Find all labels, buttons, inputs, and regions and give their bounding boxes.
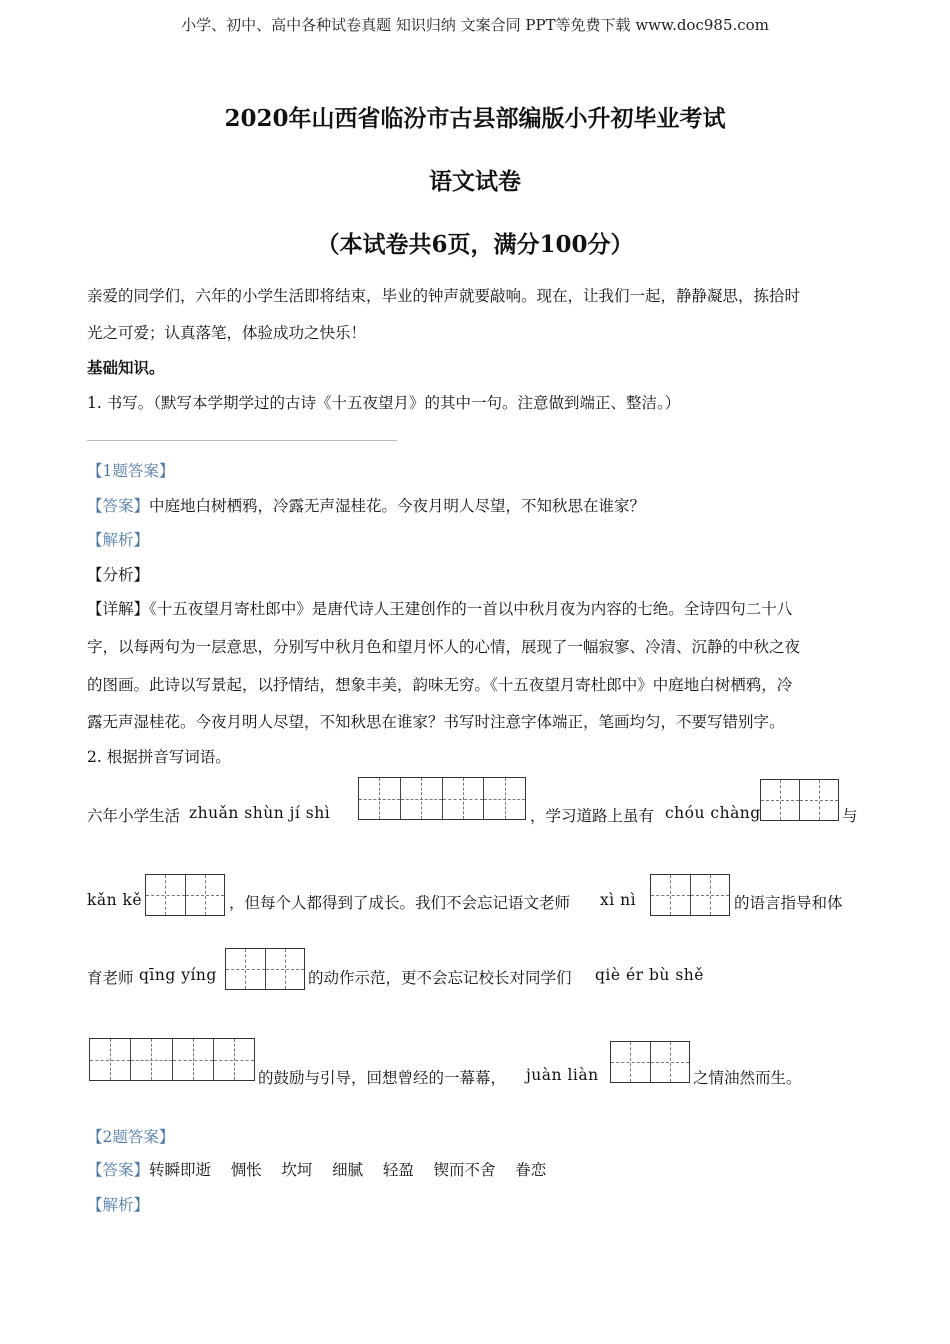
writing-grid-4[interactable] [358, 777, 526, 820]
q2-text-r4b: 之情油然而生。 [693, 1069, 802, 1087]
q2-text-r1a: 六年小学生活 [87, 807, 181, 825]
q1-answer-row [87, 494, 645, 516]
writing-grid-2[interactable] [225, 948, 305, 990]
q2-text-r4a: 的鼓励与引导，回想曾经的一幕幕， [258, 1069, 507, 1087]
q2-answer-text: 转瞬即逝 惆怅 坎坷 细腻 轻盈 锲而不舍 眷恋 [149, 1161, 547, 1179]
q1-detail-text-1: 《十五夜望月寄杜郎中》是唐代诗人王建创作的一首以中秋月夜为内容的七绝。全诗四句二十八 [149, 600, 793, 618]
answer-line [87, 440, 397, 441]
intro-line-1: 亲爱的同学们，六年的小学生活即将结束，毕业的钟声就要敲响。现在，让我们一起，静静凝思，拣拾时 [87, 287, 801, 305]
pinyin-chouchang: chóu chàng [665, 804, 761, 822]
page-header: 小学、初中、高中各种试卷真题 知识归纳 文案合同 PPT等免费下载 www.doc985.com [181, 16, 769, 34]
q2-answer-tag: 【答案】 [87, 1161, 150, 1179]
q2-jiexi: 【解析】 [87, 1196, 150, 1214]
q1-prompt: 1. 书写。（默写本学期学过的古诗《十五夜望月》的其中一句。注意做到端正、整洁。） [87, 394, 681, 412]
q1-detail-line-4: 露无声湿桂花。今夜月明人尽望，不知秋思在谁家？书写时注意字体端正，笔画均匀，不要写错别字。 [87, 713, 785, 731]
writing-grid-2[interactable] [760, 779, 839, 821]
pinyin-qiebushe: qiè ér bù shě [595, 966, 704, 984]
q1-detail-line-2: 字，以每两句为一层意思，分别写中秋月色和望月怀人的心情，展现了一幅寂寥、冷清、沉静的中秋之夜 [87, 638, 801, 656]
section-basic-heading: 基础知识。 [87, 358, 165, 377]
q1-detail-line-1 [87, 597, 792, 619]
pinyin-xini: xì nì [600, 891, 637, 909]
intro-line-2: 光之可爱；认真落笔，体验成功之快乐！ [87, 324, 367, 342]
writing-grid-2[interactable] [145, 874, 225, 916]
q2-text-r3b: 的动作示范，更不会忘记校长对同学们 [308, 969, 572, 987]
exam-title: 2020年山西省临汾市古县部编版小升初毕业考试 [224, 105, 726, 132]
q1-answer-text: 中庭地白树栖鸦，冷露无声湿桂花。今夜月明人尽望，不知秋思在谁家？ [149, 497, 646, 515]
exam-subtitle: 语文试卷 [429, 168, 521, 195]
q2-text-r1b: ，学习道路上虽有 [530, 807, 655, 825]
q1-fenxi: 【分析】 [87, 566, 150, 584]
q2-text-r3a: 育老师 [87, 969, 134, 987]
q2-text-r1c: 与 [842, 807, 858, 825]
q2-answer-heading: 【2题答案】 [87, 1128, 175, 1146]
q2-text-r2b: 的语言指导和体 [734, 894, 843, 912]
writing-grid-2[interactable] [650, 874, 730, 916]
pinyin-juanlian: juàn liàn [526, 1066, 599, 1084]
writing-grid-2[interactable] [610, 1041, 690, 1083]
q2-text-r2a: ，但每个人都得到了成长。我们不会忘记语文老师 [229, 894, 571, 912]
q1-detail-tag: 【详解】 [87, 600, 150, 618]
q2-prompt: 2. 根据拼音写词语。 [87, 748, 231, 766]
q1-answer-tag: 【答案】 [87, 497, 150, 515]
q2-answer-row [87, 1158, 546, 1180]
pinyin-zhuanshunjishi: zhuǎn shùn jí shì [189, 804, 331, 822]
q1-detail-line-3: 的图画。此诗以写景起，以抒情结，想象丰美，韵味无穷。《十五夜望月寄杜郎中》中庭地白树栖鸦，冷 [87, 676, 793, 694]
pinyin-qingying: qīng yíng [139, 966, 217, 984]
writing-grid-4[interactable] [89, 1038, 255, 1081]
q1-answer-heading: 【1题答案】 [87, 462, 175, 480]
q1-jiexi: 【解析】 [87, 531, 150, 549]
pinyin-kanke: kǎn kě [87, 891, 143, 909]
exam-scope-note: （本试卷共6页，满分100分） [316, 231, 634, 258]
